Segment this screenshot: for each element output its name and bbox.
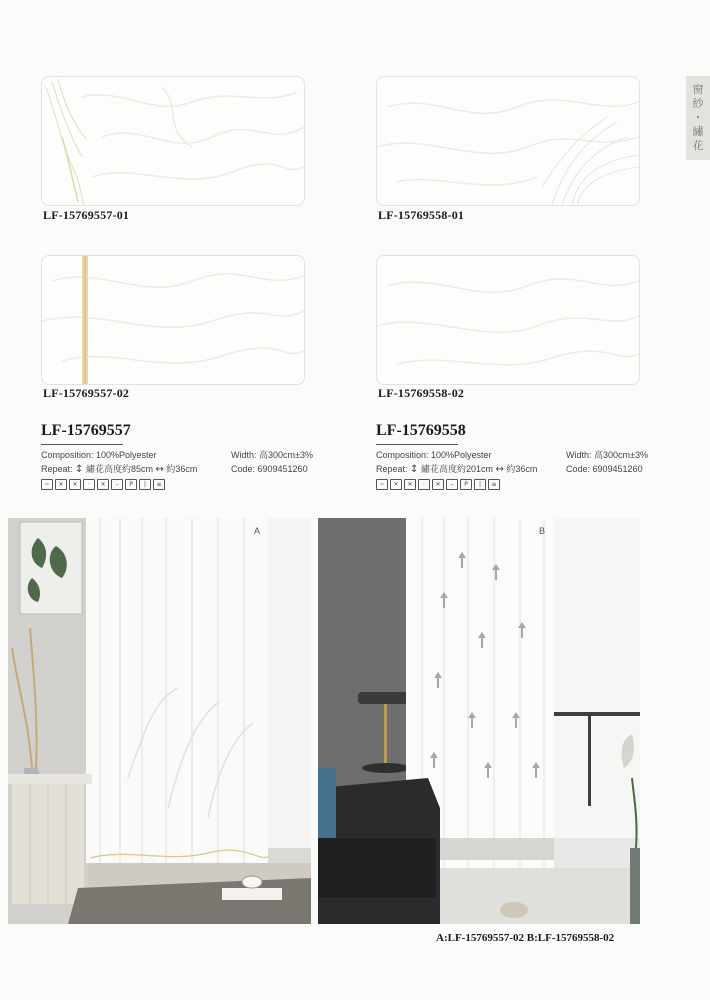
width-text: Width: 高300cm±3% — [231, 450, 313, 460]
side-tab-char: ・ — [692, 111, 704, 124]
repeat-label: Repeat: — [376, 464, 408, 474]
photo-caption: A:LF-15769557-02 B:LF-15769558-02 — [436, 932, 615, 944]
hang-dry-icon: | — [139, 479, 151, 490]
product-info — [376, 422, 666, 490]
professional-clean-icon: P — [460, 479, 472, 490]
width-text: Width: 高300cm±3% — [566, 450, 648, 460]
product-info — [41, 422, 331, 490]
care-symbols — [41, 479, 331, 490]
care-symbols — [376, 479, 666, 490]
dry-flat-icon: – — [446, 479, 458, 490]
repeat-horizontal: 約36cm — [166, 464, 198, 474]
swatch-code: LF-15769558-01 — [378, 208, 465, 222]
drip-dry-icon: ≡ — [488, 479, 500, 490]
swatch-code: LF-15769557-02 — [43, 386, 130, 400]
vertical-arrow-icon: ↕ — [75, 464, 84, 475]
repeat-label: Repeat: — [41, 464, 73, 474]
swatch-pattern-graphic — [377, 256, 639, 384]
fabric-swatch — [376, 76, 640, 206]
fabric-swatch — [376, 255, 640, 385]
vertical-arrow-icon: ↕ — [410, 464, 419, 475]
no-dry-clean-icon: ✕ — [97, 479, 109, 490]
hang-dry-icon: | — [474, 479, 486, 490]
product-title: LF-15769557 — [41, 422, 131, 439]
repeat-vertical: 繡花高度約201cm — [420, 464, 493, 474]
photo-letter: A — [254, 526, 261, 536]
side-tab-char: 窗 — [692, 83, 704, 96]
no-dry-clean-icon: ✕ — [432, 479, 444, 490]
professional-clean-icon: P — [125, 479, 137, 490]
title-underline — [41, 444, 123, 445]
code-text: Code: 6909451260 — [566, 464, 643, 474]
code-text: Code: 6909451260 — [231, 464, 308, 474]
wash-30-icon: ~ — [376, 479, 388, 490]
composition-text: Composition: 100%Polyester — [376, 450, 492, 460]
swatch-pattern-graphic — [42, 77, 304, 205]
dry-flat-icon: – — [111, 479, 123, 490]
swatch-code: LF-15769557-01 — [43, 208, 130, 222]
side-tab-char: 紗 — [692, 97, 704, 110]
iron-low-icon: · — [418, 479, 430, 490]
horizontal-arrow-icon: ↔ — [495, 464, 504, 475]
title-underline — [376, 444, 458, 445]
drip-dry-icon: ≡ — [153, 479, 165, 490]
composition-text: Composition: 100%Polyester — [41, 450, 157, 460]
room-scene-graphic — [318, 518, 640, 924]
room-photo-b — [318, 518, 640, 924]
iron-low-icon: · — [83, 479, 95, 490]
horizontal-arrow-icon: ↔ — [155, 464, 164, 475]
category-side-tab — [686, 76, 710, 160]
repeat-text — [376, 462, 566, 476]
fabric-swatch — [41, 76, 305, 206]
no-bleach-icon: ✕ — [390, 479, 402, 490]
swatch-code: LF-15769558-02 — [378, 386, 465, 400]
no-tumble-dry-icon: ✕ — [404, 479, 416, 490]
room-photo-a — [8, 518, 311, 924]
no-tumble-dry-icon: ✕ — [69, 479, 81, 490]
swatch-pattern-graphic — [377, 77, 639, 205]
room-scene-graphic — [8, 518, 311, 924]
side-tab-char: 繡 — [692, 125, 704, 138]
side-tab-char: 花 — [692, 139, 704, 152]
repeat-vertical: 繡花高度約85cm — [85, 464, 153, 474]
repeat-horizontal: 約36cm — [506, 464, 538, 474]
product-title: LF-15769558 — [376, 422, 466, 439]
wash-30-icon: ~ — [41, 479, 53, 490]
photo-letter: B — [539, 526, 546, 536]
repeat-text — [41, 462, 231, 476]
swatch-pattern-graphic — [42, 256, 304, 384]
fabric-swatch — [41, 255, 305, 385]
no-bleach-icon: ✕ — [55, 479, 67, 490]
